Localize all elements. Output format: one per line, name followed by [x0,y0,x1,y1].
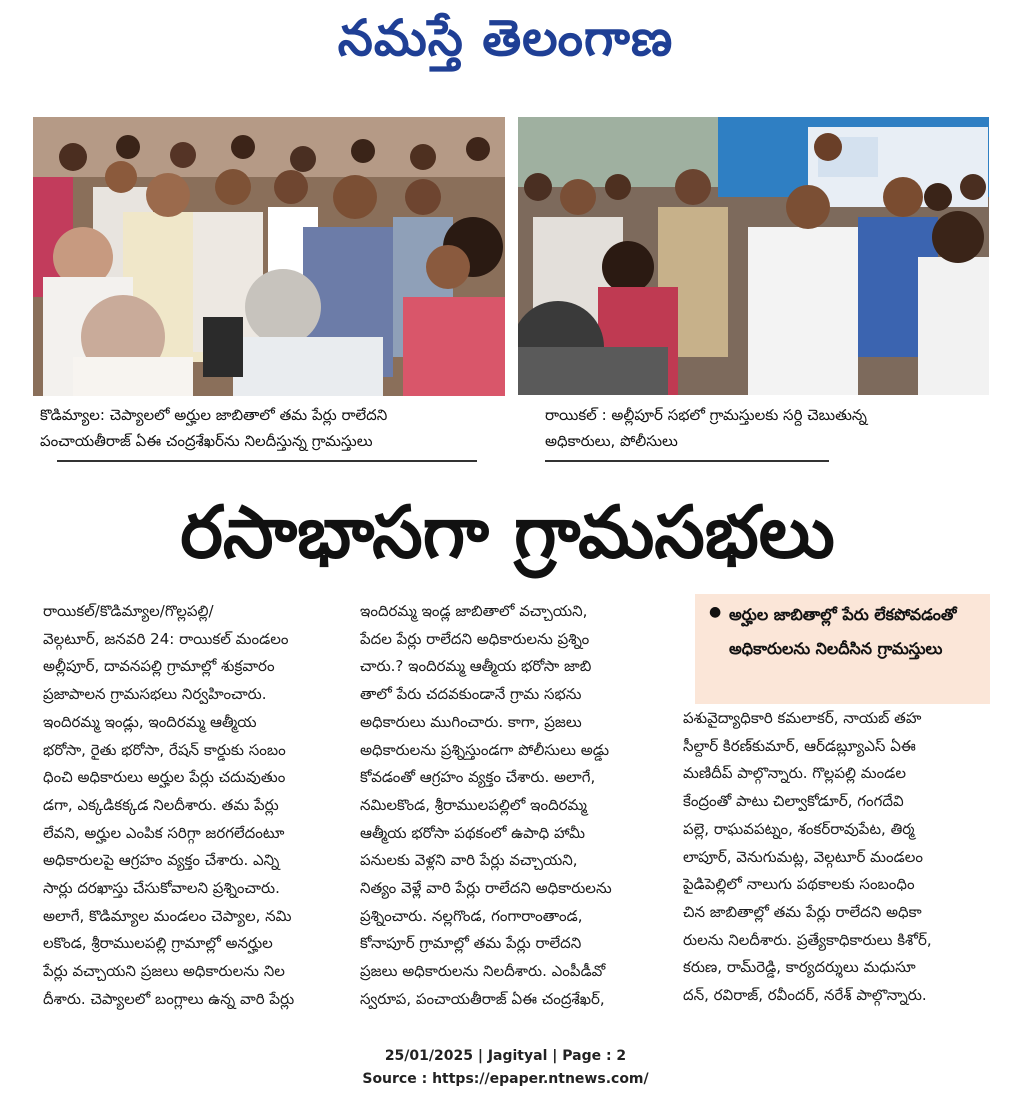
article-line: పేదల పేర్లు రాలేదని అధికారులను ప్రశ్నిం [360,629,590,648]
article-line: భరోసా, రైతు భరోసా, రేషన్ కార్డుకు సంబం [43,740,286,759]
article-line: ప్రజలు అధికారులను నిలదీశారు. ఎంపీడీవో [360,962,606,981]
article-line: కోనాపూర్ గ్రామాల్లో తమ పేర్లు రాలేదని [360,934,582,953]
caption-underline [545,460,829,462]
article-column-1 [43,598,343,1014]
article-line: కోవడంతో ఆగ్రహం వ్యక్తం చేశారు. అలాగే, [360,768,596,787]
article-line: ప్రజాపాలన గ్రామసభలు నిర్వహించారు. [43,685,267,704]
caption-line: కొడిమ్యాల: చెప్యాలలో అర్హుల జాబితాలో తమ పేర్లు రాలేదని [40,406,388,424]
bullet-icon: ● [709,604,722,620]
article-line: పేర్లు వచ్చాయని ప్రజలు అధికారులను నిల [43,962,285,981]
article-line: కేంద్రంతో పాటు చిల్వాకోడూర్, గంగదేవి [683,792,904,811]
article-line: తాలో పేరు చదవకుండానే గ్రామ సభను [360,685,582,704]
article-line: చారు.? ఇందిరమ్మ ఆత్మీయ భరోసా జాబి [360,657,592,676]
article-line: ధించి అధికారులు అర్హుల పేర్లు చదువుతుం [43,768,286,787]
article-line: స్వరూప, పంచాయతీరాజ్ ఏఈ చంద్రశేఖర్, [360,989,605,1008]
highlight-box [695,594,990,704]
highlight-text: అర్హుల జాబితాల్లో పేరు లేకపోవడంతో అధికారులను నిలదీసిన గ్రామస్తులు [729,605,957,658]
news-photo-allipur-gramasabha [518,117,989,395]
article-column-2 [360,598,660,1014]
article-line: మణిదీప్ పాల్గొన్నారు. గొల్లపల్లి మండల [683,764,906,783]
caption-line: అధికారులు, పోలీసులు [545,432,678,450]
article-line: ఇందిరమ్మ ఇండ్ల జాబితాలో వచ్చాయని, [360,602,588,620]
article-line: ప్రశ్నించారు. నల్లగొండ, గంగారాంతాండ, [360,906,583,925]
article-headline: రసాభాసగా గ్రామసభలు [180,490,835,574]
photo-caption-2 [545,402,985,454]
article-line: ఇందిరమ్మ ఇండ్లు, ఇందిరమ్మ ఆత్మీయ [43,712,257,731]
article-line: కరుణ, రామ్‌రెడ్డి, కార్యదర్శులు మధుసూ [683,958,916,977]
footer-date-edition: 25/01/2025 | Jagityal | Page : 2 [384,1048,627,1064]
article-line: రులను నిలదీశారు. ప్రత్యేకాధికారులు కిశోర్, [683,930,932,949]
article-line: చిన జాబితాల్లో తమ పేర్లు రాలేదని అధికా [683,902,922,921]
article-line: డగా, ఎక్కడికక్కడ నిలదీశారు. తమ పేర్లు [43,795,279,814]
article-line: వెల్గటూర్, జనవరి 24: రాయికల్ మండలం [43,629,289,648]
caption-line: రాయికల్ : అల్లీపూర్ సభలో గ్రామస్తులకు సర్ది చెబుతున్న [545,406,867,424]
masthead: నమస్తే తెలంగాణ [337,9,674,67]
article-line: పశువైద్యాధికారి కమలాకర్, నాయబ్ తహ [683,709,922,727]
photo-caption-1 [40,402,502,454]
article-column-3 [683,705,989,1010]
article-line: నిత్యం వెళ్లే వారి పేర్లు రాలేదని అధికారులను [360,879,612,898]
article-line: లాపూర్, వెనుగుమట్ల, వెల్గటూర్ మండలం [683,847,923,866]
article-line: పల్లె, రాఘవపట్నం, శంకర్‌రావుపేట, తిర్మ [683,819,915,838]
caption-line: పంచాయతీరాజ్ ఏఈ చంద్రశేఖర్‌ను నిలదీస్తున్న గ్రామస్తులు [40,432,373,450]
article-line: సార్లు దరఖాస్తు చేసుకోవాలని ప్రశ్నించారు. [43,879,280,898]
article-line: పనులకు వెళ్లని వారి పేర్లు వచ్చాయని, [360,851,578,870]
news-photo-kodimyal-gramasabha [33,117,505,396]
article-line: దీశారు. చెప్యాలలో బంగ్లాలు ఉన్న వారి పేర్లు [43,989,295,1008]
footer-source-link[interactable]: Source : https://epaper.ntnews.com/ [362,1071,649,1087]
article-line: పైడిపెల్లిలో నాలుగు పథకాలకు సంబంధిం [683,875,915,894]
article-line: అధికారులను ప్రశ్నిస్తుండగా పోలీసులు అడ్డు [360,740,610,759]
article-line: దన్, రవిరాజ్, రవీందర్, నరేశ్ పాల్గొన్నారు. [683,986,927,1005]
article-line: అధికారులపై ఆగ్రహం వ్యక్తం చేశారు. ఎన్ని [43,851,280,870]
article-line: లకొండ, శ్రీరాములపల్లి గ్రామాల్లో అనర్హుల [43,934,273,953]
article-line: సీల్దార్ కిరణ్‌కుమార్, ఆర్‌డబ్ల్యూఎస్ ఏఈ [683,736,916,755]
article-line: నమిలకొండ, శ్రీరాములపల్లిలో ఇందిరమ్మ [360,795,587,814]
article-line: లేవని, అర్హుల ఎంపిక సరిగ్గా జరగలేదంటూ [43,823,285,842]
article-line: అల్లీపూర్, దావనపల్లి గ్రామాల్లో శుక్రవారం [43,657,275,676]
article-line: ఆత్మీయ భరోసా పథకంలో ఉపాధి హామీ [360,823,586,842]
article-line: అధికారులు ముగించారు. కాగా, ప్రజలు [360,712,582,731]
article-line: అలాగే, కొడిమ్యాల మండలం చెప్యాల, నమి [43,906,292,925]
article-line: రాయికల్/కొడిమ్యాల/గొల్లపల్లి/ [43,602,214,620]
caption-underline [57,460,477,462]
